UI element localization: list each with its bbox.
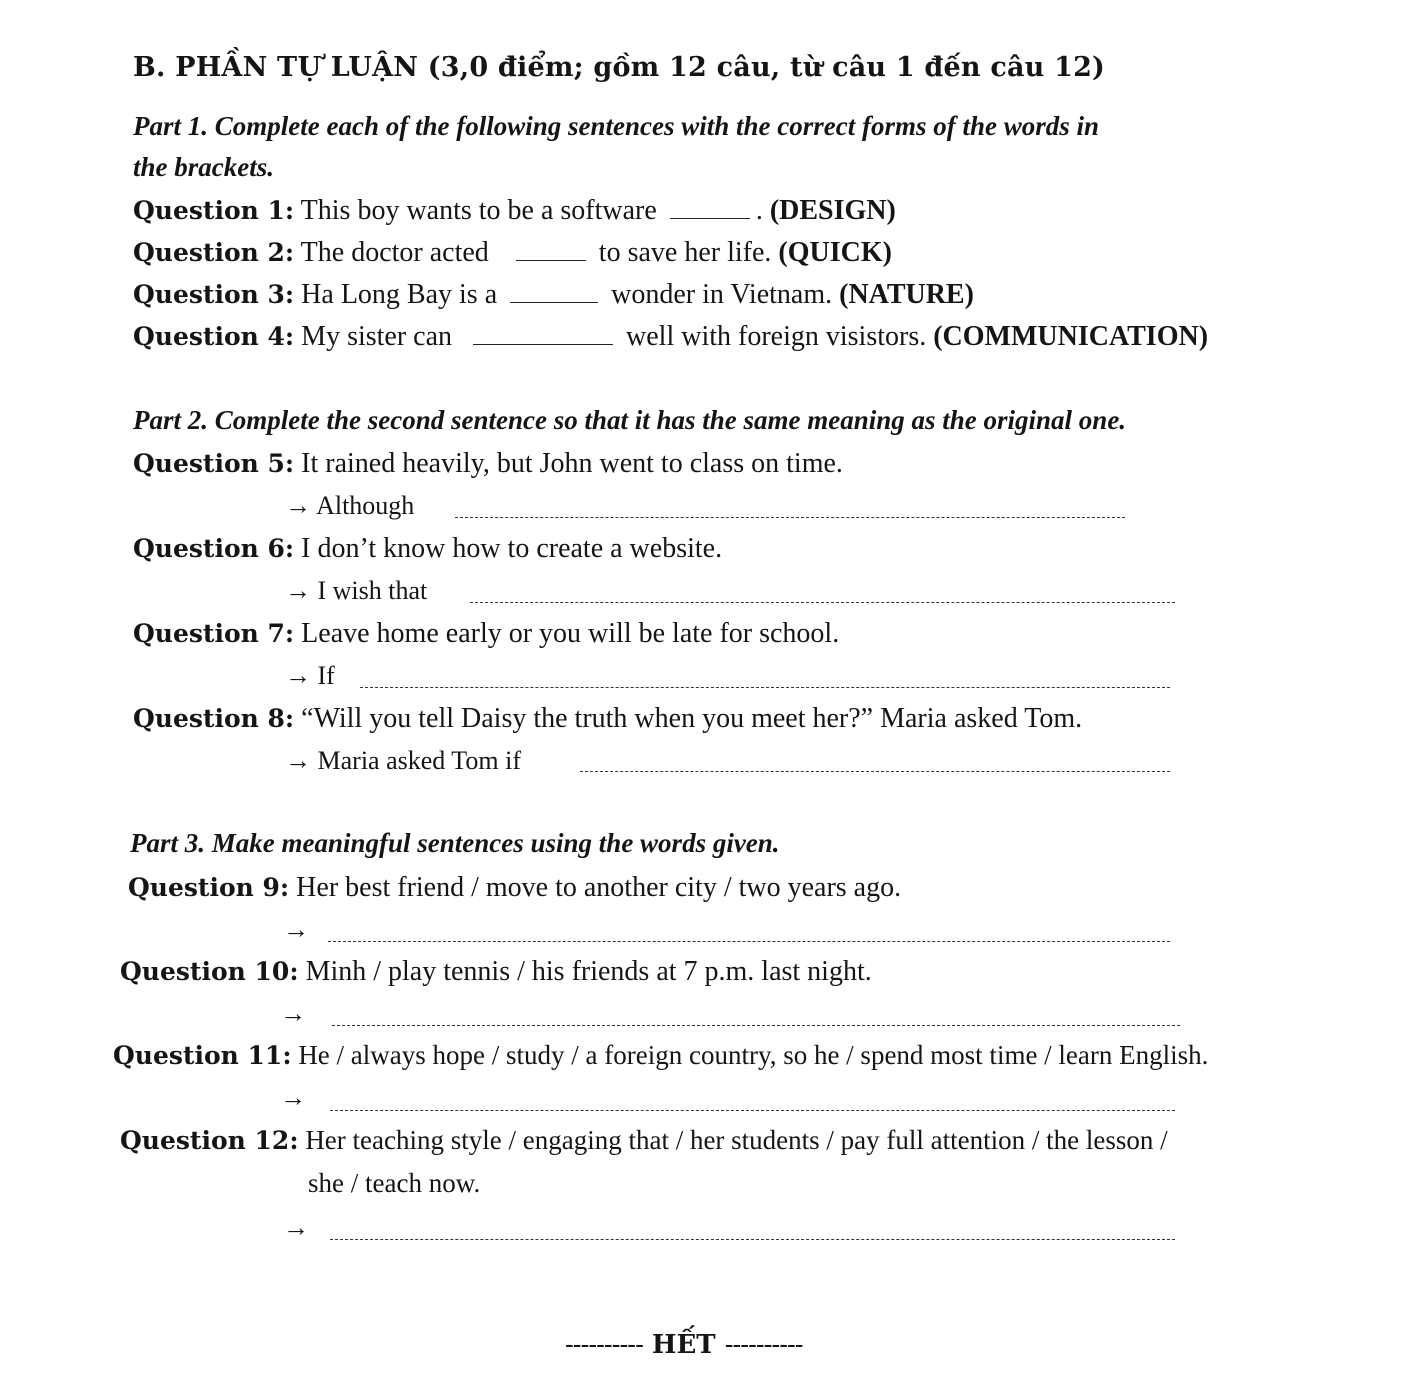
- keyword: (NATURE): [839, 279, 974, 310]
- keyword: (QUICK): [778, 237, 892, 268]
- question-4: [133, 321, 1208, 353]
- question-5: [133, 448, 843, 480]
- part1-title-line1: Part 1. Complete each of the following sentences with the correct forms of the words in: [133, 111, 1100, 141]
- question-2: [133, 237, 892, 269]
- question-1: [133, 195, 896, 227]
- answer-line[interactable]: [470, 602, 1175, 603]
- question-label: Question 6:: [133, 534, 295, 563]
- question-label: Question 10:: [120, 957, 299, 986]
- answer-line[interactable]: [330, 1110, 1175, 1111]
- question-label: Question 2:: [133, 238, 295, 267]
- question-12: [120, 1125, 1168, 1156]
- question-text: Her teaching style / engaging that / her students / pay full attention / the lesson /: [305, 1125, 1168, 1155]
- question-label: Question 1:: [133, 196, 295, 225]
- question-label: Question 5:: [133, 449, 295, 478]
- question-label: Question 3:: [133, 280, 295, 309]
- answer-prompt: → Although: [285, 491, 415, 520]
- section-title: B. PHẦN TỰ LUẬN (3,0 điểm; gồm 12 câu, từ câu 1 đến câu 12): [133, 52, 1106, 83]
- answer-prompt: →: [280, 999, 306, 1028]
- part3-title: Part 3. Make meaningful sentences using the words given.: [130, 828, 780, 858]
- keyword: (DESIGN): [769, 195, 896, 226]
- answer-prompt: →: [283, 1213, 309, 1242]
- answer-line[interactable]: [360, 687, 1170, 688]
- answer-blank[interactable]: [473, 322, 613, 345]
- answer-prompt: → Maria asked Tom if: [285, 746, 521, 775]
- question-text: Her best friend / move to another city / two years ago.: [296, 872, 902, 903]
- question-text: He / always hope / study / a foreign country, so he / spend most time / learn English.: [298, 1040, 1209, 1070]
- answer-line[interactable]: [328, 941, 1170, 942]
- question-11: [113, 1040, 1208, 1071]
- question-8: [133, 703, 1082, 735]
- question-text-line2: she / teach now.: [308, 1168, 481, 1198]
- question-text: This boy wants to be a software: [300, 195, 657, 226]
- answer-blank[interactable]: [516, 238, 586, 261]
- end-dashes-left: ----------: [565, 1330, 643, 1360]
- answer-prompt: → I wish that: [285, 576, 428, 605]
- question-label: Question 4:: [133, 322, 295, 351]
- answer-prompt: →: [283, 915, 309, 944]
- question-label: Question 7:: [133, 619, 295, 648]
- question-7: [133, 618, 839, 650]
- question-text-after: wonder in Vietnam.: [611, 279, 833, 310]
- answer-line[interactable]: [455, 517, 1125, 518]
- keyword: (COMMUNICATION): [933, 321, 1209, 352]
- question-text-after: .: [755, 195, 763, 226]
- question-10: [120, 956, 872, 988]
- question-text: It rained heavily, but John went to class on time.: [301, 448, 843, 479]
- answer-blank[interactable]: [670, 196, 750, 219]
- question-9: [128, 872, 901, 904]
- answer-prompt: → If: [285, 661, 335, 690]
- answer-blank[interactable]: [510, 280, 598, 303]
- question-text: “Will you tell Daisy the truth when you meet her?” Maria asked Tom.: [301, 703, 1083, 734]
- question-6: [133, 533, 722, 565]
- question-label: Question 9:: [128, 873, 290, 902]
- question-text: My sister can: [301, 321, 453, 352]
- answer-prompt: →: [280, 1083, 306, 1112]
- question-text-after: to save her life.: [598, 237, 772, 268]
- question-label: Question 8:: [133, 704, 295, 733]
- question-label: Question 12:: [120, 1126, 299, 1155]
- question-text: The doctor acted: [300, 237, 489, 268]
- question-text: Ha Long Bay is a: [301, 279, 498, 310]
- question-text: I don’t know how to create a website.: [301, 533, 723, 564]
- end-dashes-right: ----------: [724, 1330, 803, 1360]
- answer-line[interactable]: [580, 771, 1170, 772]
- question-text: Leave home early or you will be late for school.: [301, 618, 840, 649]
- answer-line[interactable]: [332, 1025, 1180, 1026]
- end-label: HẾT: [651, 1330, 716, 1360]
- answer-line[interactable]: [330, 1239, 1175, 1240]
- question-label: Question 11:: [113, 1041, 292, 1070]
- end-marker: [565, 1330, 803, 1360]
- question-text: Minh / play tennis / his friends at 7 p.m. last night.: [305, 956, 872, 987]
- question-text-after: well with foreign visistors.: [626, 321, 927, 352]
- part1-title-line2: the brackets.: [133, 152, 274, 182]
- question-3: [133, 279, 974, 311]
- part2-title: Part 2. Complete the second sentence so that it has the same meaning as the original one.: [133, 405, 1127, 435]
